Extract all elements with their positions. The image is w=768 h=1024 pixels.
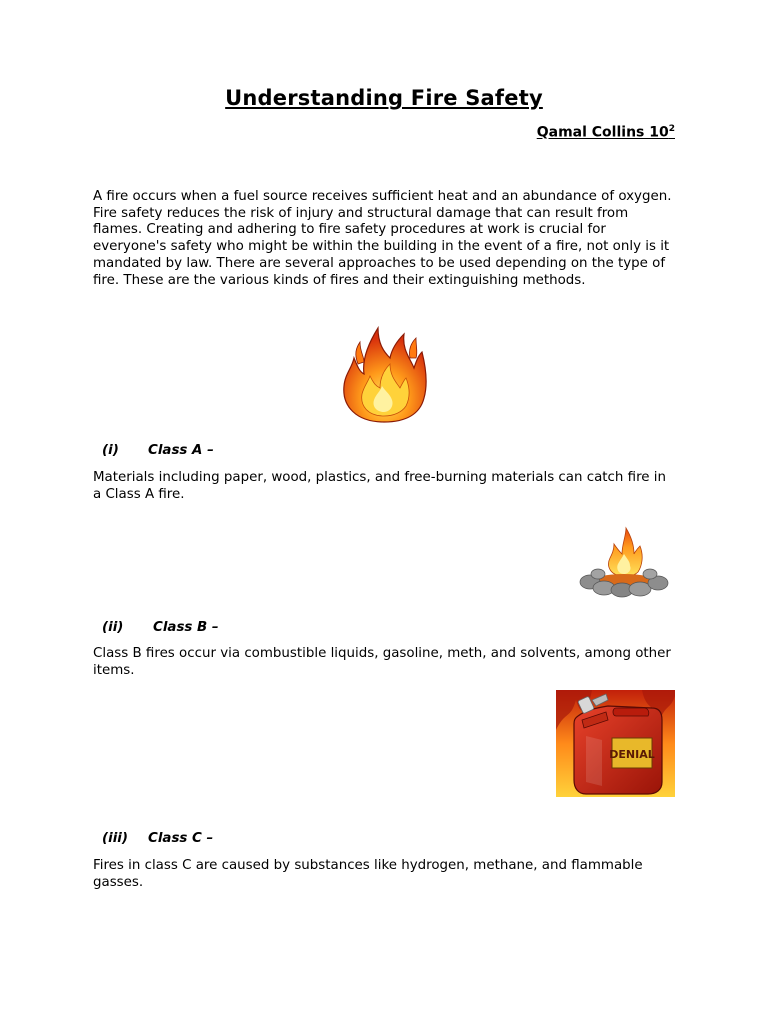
section-body-class-a: Materials including paper, wood, plastics, and free-burning materials can catch fire in a Class A fire. bbox=[93, 470, 667, 502]
section-heading-class-a bbox=[102, 443, 214, 458]
author-name: Qamal Collins 10 bbox=[536, 124, 669, 141]
campfire-icon bbox=[576, 526, 672, 598]
section-body-class-c: Fires in class C are caused by substances like hydrogen, methane, and flammable gasses. bbox=[93, 858, 643, 890]
fuel-can-label: DENIAL bbox=[609, 748, 655, 761]
section-heading-class-c bbox=[102, 831, 213, 846]
section-heading-class-b bbox=[102, 620, 219, 635]
section-numeral: (i) bbox=[102, 443, 119, 458]
section-numeral: (iii) bbox=[102, 831, 129, 846]
section-title: Class C – bbox=[148, 831, 214, 846]
flame-icon bbox=[338, 324, 430, 424]
section-title: Class A – bbox=[148, 443, 214, 458]
intro-paragraph: A fire occurs when a fuel source receives sufficient heat and an abundance of oxygen. Fire safety reduces the risk of injury and structural damage that can result from flames. Creating and adhering to fire safety procedures at work is crucial for everyone's safety who might be within the building in the event of a fire, not only is it mandated by law. There are several approaches to be used depending on the type of fire. These are the various kinds of fires and their extinguishing methods. bbox=[93, 189, 672, 288]
fuel-can-icon bbox=[556, 690, 675, 797]
section-body-class-b: Class B fires occur via combustible liquids, gasoline, meth, and solvents, among other items. bbox=[93, 646, 671, 678]
author-superscript: 2 bbox=[668, 124, 675, 134]
author-line bbox=[537, 124, 675, 141]
page-title: Understanding Fire Safety bbox=[225, 86, 543, 110]
section-title: Class B – bbox=[153, 620, 219, 635]
section-numeral: (ii) bbox=[102, 620, 124, 635]
